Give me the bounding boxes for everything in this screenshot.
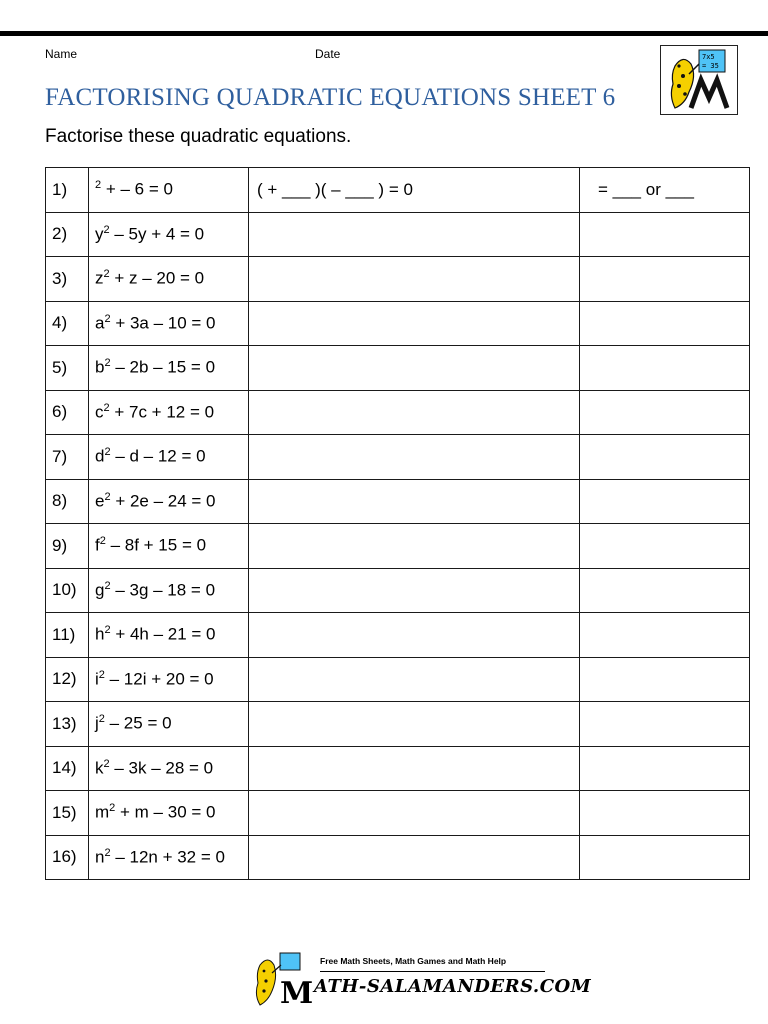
- factor-answer-cell[interactable]: [249, 301, 580, 346]
- factor-answer-cell[interactable]: [249, 702, 580, 747]
- question-row: [46, 702, 750, 747]
- question-row: [46, 657, 750, 702]
- question-number: 8): [46, 479, 89, 524]
- solution-answer-cell[interactable]: [580, 257, 750, 302]
- question-number: 6): [46, 390, 89, 435]
- question-equation: $h^2 + 4h - 21 = 0$: [89, 613, 249, 658]
- question-equation: $g^2 - 3g - 18 = 0$: [89, 568, 249, 613]
- solution-answer-cell[interactable]: [580, 390, 750, 435]
- factor-answer-cell[interactable]: [249, 791, 580, 836]
- question-number: 7): [46, 435, 89, 480]
- factor-answer-cell[interactable]: [249, 613, 580, 658]
- question-equation: $c^2 + 7c + 12 = 0$: [89, 390, 249, 435]
- question-row: [46, 746, 750, 791]
- question-equation: $j^2 - 25 = 0$: [89, 702, 249, 747]
- question-row: [46, 346, 750, 391]
- question-equation: $y^2 - 5y + 4 = 0$: [89, 212, 249, 257]
- salamander-footer-icon: [250, 951, 316, 1007]
- question-equation: $z^2 + z - 20 = 0$: [89, 257, 249, 302]
- question-equation: $m^2 + m - 30 = 0$: [89, 791, 249, 836]
- question-equation: $b^2 - 2b - 15 = 0$: [89, 346, 249, 391]
- question-number: 2): [46, 212, 89, 257]
- question-row: [46, 835, 750, 880]
- svg-text:7x5: 7x5: [702, 53, 715, 61]
- example-answer-template: = ___ or ___: [580, 168, 750, 213]
- question-equation: $k^2 - 3k - 28 = 0$: [89, 746, 249, 791]
- example-row: [46, 168, 750, 213]
- solution-answer-cell[interactable]: [580, 791, 750, 836]
- question-number: 16): [46, 835, 89, 880]
- name-label: Name: [45, 47, 78, 61]
- solution-answer-cell[interactable]: [580, 435, 750, 480]
- solution-answer-cell[interactable]: [580, 702, 750, 747]
- example-factor-template: ( + ___ )( – ___ ) = 0: [249, 168, 580, 213]
- salamander-logo: [660, 45, 738, 115]
- footer-logo: [250, 951, 592, 1007]
- question-equation: $i^2 - 12i + 20 = 0$: [89, 657, 249, 702]
- solution-answer-cell[interactable]: [580, 479, 750, 524]
- question-row: [46, 479, 750, 524]
- page-title: FACTORISING QUADRATIC EQUATIONS SHEET 6: [45, 84, 616, 111]
- question-number: 15): [46, 791, 89, 836]
- factor-answer-cell[interactable]: [249, 435, 580, 480]
- question-number: 13): [46, 702, 89, 747]
- solution-answer-cell[interactable]: [580, 212, 750, 257]
- factor-answer-cell[interactable]: [249, 390, 580, 435]
- factor-answer-cell[interactable]: [249, 479, 580, 524]
- question-row: [46, 435, 750, 480]
- salamander-icon: [661, 46, 736, 113]
- worksheet-table: [45, 167, 750, 880]
- question-row: [46, 257, 750, 302]
- factor-answer-cell[interactable]: [249, 568, 580, 613]
- question-number: 5): [46, 346, 89, 391]
- factor-answer-cell[interactable]: [249, 524, 580, 569]
- factor-answer-cell[interactable]: [249, 346, 580, 391]
- question-row: [46, 791, 750, 836]
- question-row: [46, 613, 750, 658]
- solution-answer-cell[interactable]: [580, 346, 750, 391]
- question-equation: $d^2 - d - 12 = 0$: [89, 435, 249, 480]
- question-number: 14): [46, 746, 89, 791]
- question-number: 1): [46, 168, 89, 213]
- question-equation: $f^2 - 8f + 15 = 0$: [89, 524, 249, 569]
- solution-answer-cell[interactable]: [580, 524, 750, 569]
- question-number: 9): [46, 524, 89, 569]
- solution-answer-cell[interactable]: [580, 301, 750, 346]
- svg-text:= 35: = 35: [702, 62, 719, 70]
- question-number: 10): [46, 568, 89, 613]
- footer-divider: [320, 971, 545, 972]
- question-equation: $n^2 - 12n + 32 = 0$: [89, 835, 249, 880]
- top-rule: [0, 31, 768, 36]
- factor-answer-cell[interactable]: [249, 746, 580, 791]
- question-row: [46, 212, 750, 257]
- solution-answer-cell[interactable]: [580, 568, 750, 613]
- question-number: 11): [46, 613, 89, 658]
- factor-answer-cell[interactable]: [249, 212, 580, 257]
- solution-answer-cell[interactable]: [580, 835, 750, 880]
- question-row: [46, 390, 750, 435]
- question-equation: $e^2 + 2e - 24 = 0$: [89, 479, 249, 524]
- question-row: [46, 301, 750, 346]
- example-equation: $^2$ + – 6 = 0: [89, 168, 249, 213]
- question-number: 12): [46, 657, 89, 702]
- date-label: Date: [315, 47, 341, 61]
- factor-answer-cell[interactable]: [249, 257, 580, 302]
- question-row: [46, 524, 750, 569]
- footer-site-name: ATH-SALAMANDERS.COM: [314, 976, 592, 997]
- question-number: 3): [46, 257, 89, 302]
- svg-text:M: M: [280, 976, 314, 1007]
- factor-answer-cell[interactable]: [249, 835, 580, 880]
- question-number: 4): [46, 301, 89, 346]
- footer-tagline: Free Math Sheets, Math Games and Math Help: [320, 956, 507, 966]
- solution-answer-cell[interactable]: [580, 613, 750, 658]
- question-row: [46, 568, 750, 613]
- question-equation: $a^2 + 3a - 10 = 0$: [89, 301, 249, 346]
- factor-answer-cell[interactable]: [249, 657, 580, 702]
- solution-answer-cell[interactable]: [580, 657, 750, 702]
- instructions: Factorise these quadratic equations.: [45, 126, 352, 147]
- solution-answer-cell[interactable]: [580, 746, 750, 791]
